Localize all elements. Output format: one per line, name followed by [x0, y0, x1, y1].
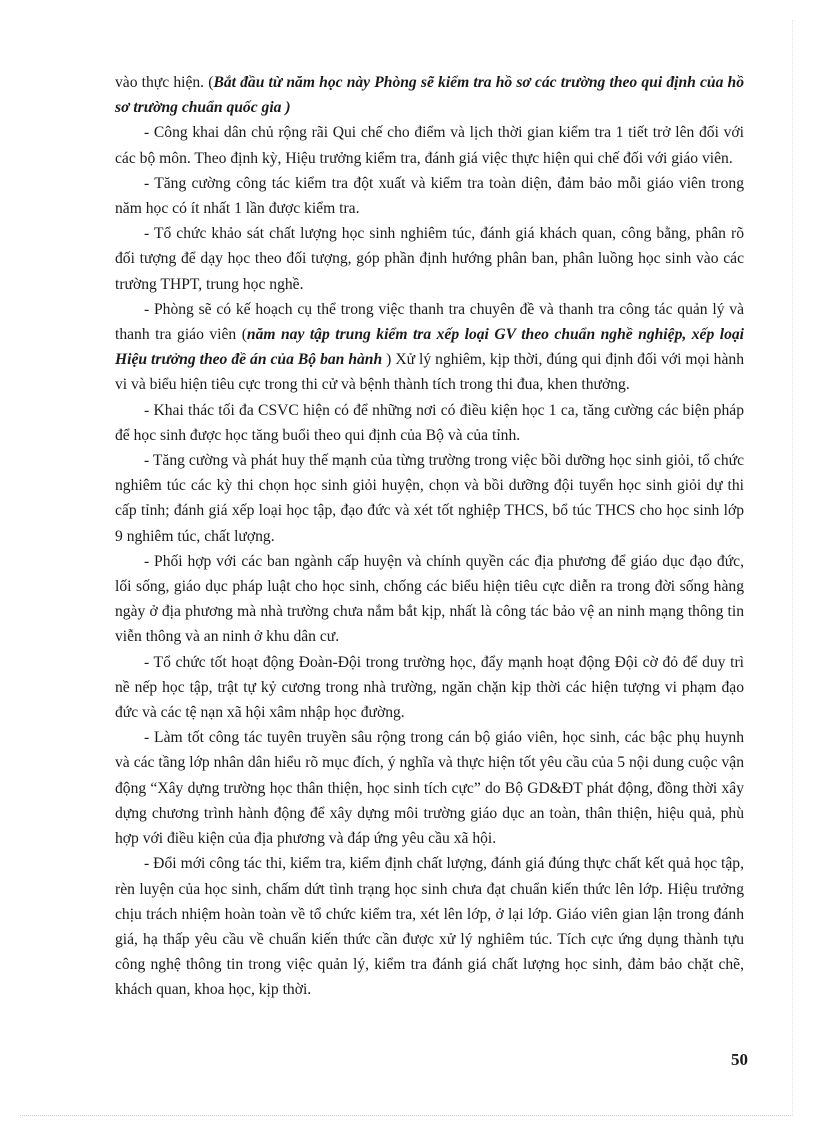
paragraph — [115, 398, 744, 448]
paragraph-text: - Tổ chức khảo sát chất lượng học sinh nghiêm túc, đánh giá khách quan, công bằng, phân rõ đối tượng để dạy học theo đối tượng, góp phần định hướng phân ban, phân luồng học sinh vào các trường THPT, trung học nghề. — [115, 225, 744, 293]
paragraph-text: - Khai thác tối đa CSVC hiện có để những nơi có điều kiện học 1 ca, tăng cường các biện pháp để học sinh được học tăng buổi theo qui định của Bộ và của tỉnh. — [115, 401, 744, 444]
paragraph-text: - Phòng sẽ có kế hoạch cụ thể trong việc thanh tra chuyên đề và thanh tra công tác quản lý và thanh tra giáo viên ( — [115, 300, 744, 344]
paragraph — [115, 650, 744, 726]
paragraph — [115, 171, 744, 221]
paragraph — [115, 70, 744, 120]
paragraph-text: vào thực hiện. ( — [115, 74, 214, 91]
emphasized-text: năm nay tập trung kiểm tra xếp loại GV theo chuẩn nghề nghiệp, xếp loại Hiệu trưởng theo đề án của Bộ ban hành — [115, 326, 744, 369]
paragraph-text: - Tổ chức tốt hoạt động Đoàn-Đội trong trường học, đẩy mạnh hoạt động Đội cờ đỏ để duy trì nề nếp học tập, trật tự kỷ cương trong nhà trường, ngăn chặn kịp thời các hiện tượng vi phạm đạo đức và các tệ nạn xã hội xâm nhập học đường. — [115, 653, 744, 722]
paragraph — [115, 725, 744, 851]
document-body — [115, 70, 744, 1003]
paragraph-text: - Phối hợp với các ban ngành cấp huyện và chính quyền các địa phương để giáo dục đạo đức, lối sống, giáo dục pháp luật cho học sinh, chống các biểu hiện tiêu cực diễn ra trong đời sống hàng ngày ở địa phương mà nhà trường chưa nắm bắt kịp, nhất là công tác bảo vệ an ninh mạng thông tin viễn thông và an ninh ở khu dân cư. — [115, 552, 744, 646]
page-number: 50 — [731, 1050, 748, 1069]
paragraph — [115, 297, 744, 398]
paragraph-text: - Làm tốt công tác tuyên truyền sâu rộng trong cán bộ giáo viên, học sinh, các bậc phụ huynh và các tầng lớp nhân dân hiểu rõ mục đích, ý nghĩa và thực hiện tốt yêu cầu của 5 nội dung cuộc vận động “Xây dựng trường học thân thiện, học sinh tích cực” do Bộ GD&ĐT phát động, đồng thời xây dựng chương trình hành động để xây dựng môi trường giáo dục an toàn, thân thiện, hiệu quả, phù hợp với điều kiện của địa phương và đáp ứng yêu cầu xã hội. — [115, 729, 744, 848]
paragraph-text: - Đổi mới công tác thi, kiểm tra, kiểm định chất lượng, đánh giá đúng thực chất kết quả học tập, rèn luyện của học sinh, chấm dứt tình trạng học sinh chưa đạt chuẩn kiến thức lên lớp. Hiệu trưởng chịu trách nhiệm hoàn toàn về tổ chức kiểm tra, xét lên lớp, ở lại lớp. Giáo viên gian lận trong đánh giá, hạ thấp yêu cầu về chuẩn kiến thức cần được xử lý nghiêm túc. Tích cực ứng dụng thành tựu công nghệ thông tin trong việc quản lý, kiểm tra đánh giá chất lượng học sinh, đảm bảo chặt chẽ, khách quan, khoa học, kịp thời. — [115, 855, 744, 999]
paragraph-text: - Tăng cường và phát huy thế mạnh của từng trường trong việc bồi dưỡng học sinh giỏi, tổ chức nghiêm túc các kỳ thi chọn học sinh giỏi huyện, chọn và bồi dưỡng đội tuyển học sinh giỏi dự thi cấp tỉnh; đánh giá xếp loại học tập, đạo đức và xét tốt nghiệp THCS, bổ túc THCS cho học sinh lớp 9 nghiêm túc, chất lượng. — [115, 452, 744, 545]
paragraph-text: ) Xử lý nghiêm, kịp thời, đúng qui định đối với mọi hành vi và biểu hiện tiêu cực trong thi cử và bệnh thành tích trong thi đua, khen thưởng. — [115, 351, 744, 394]
emphasized-text: Bắt đầu từ năm học này Phòng sẽ kiểm tra hồ sơ các trường theo qui định của hồ sơ trường chuẩn quốc gia ) — [115, 74, 744, 117]
paragraph-text: - Tăng cường công tác kiểm tra đột xuất và kiểm tra toàn diện, đảm bảo mỗi giáo viên trong năm học có ít nhất 1 lần được kiểm tra. — [115, 174, 744, 218]
paragraph — [115, 448, 744, 549]
paragraph — [115, 221, 744, 297]
paragraph — [115, 120, 744, 170]
paragraph — [115, 549, 744, 650]
paragraph — [115, 851, 744, 1002]
paragraph-text: - Công khai dân chủ rộng rãi Qui chế cho điểm và lịch thời gian kiểm tra 1 tiết trở lên đối với các bộ môn. Theo định kỳ, Hiệu trưởng kiểm tra, đánh giá việc thực hiện qui chế đối với giáo viên. — [115, 124, 744, 167]
